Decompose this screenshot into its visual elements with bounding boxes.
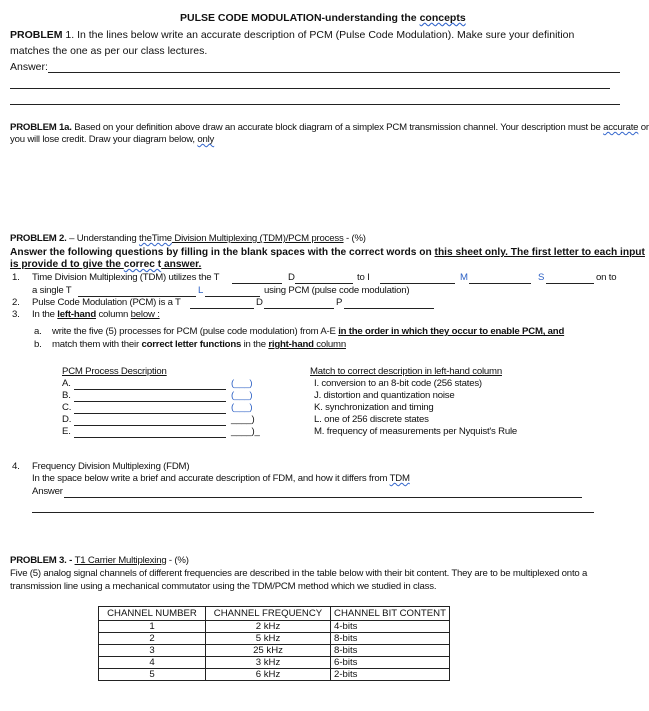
question-2-number: 2.: [12, 297, 20, 308]
question-4-number: 4.: [12, 461, 20, 472]
question-3b-text: match them with their correct letter functions in the right-hand column: [52, 339, 346, 350]
answer-line[interactable]: [48, 72, 620, 73]
blank-letter-m: M: [460, 272, 468, 283]
question-3-number: 3.: [12, 309, 20, 320]
right-item-i: I. conversion to an 8-bit code (256 states): [314, 378, 482, 389]
left-item-a: A.: [62, 378, 71, 389]
blank-line[interactable]: [264, 308, 334, 309]
question-3-text: In the left-hand column below :: [32, 309, 160, 320]
right-column-header: Match to correct description in left-hand column: [310, 366, 502, 377]
left-answer-line[interactable]: [74, 413, 226, 414]
answer-line[interactable]: [32, 512, 594, 513]
left-answer-line[interactable]: [74, 437, 226, 438]
question-1-on-to: on to: [596, 272, 617, 283]
problem-1a-line-1: PROBLEM 1a. Based on your definition above draw an accurate block diagram of a simplex PCM transmission channel. Your description must be accurate or: [10, 122, 649, 133]
problem-2-instructions-2: is provide d to give the correc t answer.: [10, 259, 202, 270]
right-item-l: L. one of 256 discrete states: [314, 414, 429, 425]
left-item-e: E.: [62, 426, 71, 437]
column-header: CHANNEL BIT CONTENT: [331, 607, 450, 621]
problem-3-heading: PROBLEM 3. - T1 Carrier Multiplexing - (%): [10, 555, 189, 566]
blank-line[interactable]: [295, 283, 353, 284]
blank-line[interactable]: [546, 283, 594, 284]
match-slot[interactable]: ____)_: [231, 426, 260, 437]
answer-line[interactable]: [64, 497, 582, 498]
blank-line[interactable]: [469, 283, 531, 284]
blank-letter-d: D: [256, 297, 263, 308]
question-1-line-2b: using PCM (pulse code modulation): [264, 285, 410, 296]
blank-line[interactable]: [344, 308, 434, 309]
match-slot[interactable]: (___): [231, 390, 253, 401]
left-answer-line[interactable]: [74, 389, 226, 390]
match-slot[interactable]: (___): [231, 378, 253, 389]
table-cell: 5: [99, 669, 206, 681]
table-row: [99, 657, 450, 669]
answer-line[interactable]: [10, 104, 620, 105]
question-1-number: 1.: [12, 272, 20, 283]
table-header-row: [99, 607, 450, 621]
table-row: [99, 633, 450, 645]
table-cell: 5 kHz: [206, 633, 331, 645]
table-cell: 6 kHz: [206, 669, 331, 681]
blank-line[interactable]: [380, 283, 455, 284]
answer-line[interactable]: [10, 88, 610, 89]
blank-letter-d: D: [288, 272, 295, 283]
problem-1-line-2: matches the one as per our class lectures.: [10, 45, 208, 57]
blank-line[interactable]: [205, 296, 260, 297]
blank-line[interactable]: [190, 308, 254, 309]
question-4-prompt: In the space below write a brief and accurate description of FDM, and how it differs from TDM: [32, 473, 410, 484]
problem-1a-line-2: you will lose credit. Draw your diagram below, only: [10, 134, 215, 145]
left-answer-line[interactable]: [74, 425, 226, 426]
table-cell: 25 kHz: [206, 645, 331, 657]
match-slot[interactable]: ____): [231, 414, 255, 425]
table-cell: 4: [99, 657, 206, 669]
question-3a-label: a.: [34, 326, 42, 337]
left-item-d: D.: [62, 414, 72, 425]
column-header: CHANNEL NUMBER: [99, 607, 206, 621]
page-title: PULSE CODE MODULATION-understanding the concepts: [180, 12, 466, 24]
match-slot[interactable]: (___): [231, 402, 253, 413]
table-cell: 4-bits: [331, 621, 450, 633]
right-item-k: K. synchronization and timing: [314, 402, 434, 413]
table-cell: 2 kHz: [206, 621, 331, 633]
table-cell: 2: [99, 633, 206, 645]
blank-letter-s: S: [538, 272, 545, 283]
table-cell: 3: [99, 645, 206, 657]
table-row: [99, 621, 450, 633]
left-column-header: PCM Process Description: [62, 366, 167, 377]
channel-table: [98, 606, 450, 681]
question-3a-text: write the five (5) processes for PCM (pulse code modulation) from A-E in the order in which they occur to enable PCM, and: [52, 326, 565, 337]
table-cell: 2-bits: [331, 669, 450, 681]
left-item-b: B.: [62, 390, 71, 401]
question-1-line-2a: a single T: [32, 285, 72, 296]
problem-2-heading: PROBLEM 2. – Understanding theTime Division Multiplexing (TDM)/PCM process - (%): [10, 233, 366, 244]
table-row: [99, 669, 450, 681]
question-4-title: Frequency Division Multiplexing (FDM): [32, 461, 190, 472]
question-4-answer-label: Answer: [32, 486, 63, 497]
problem-1-answer-label: Answer:: [10, 61, 48, 73]
question-3b-label: b.: [34, 339, 42, 350]
blank-letter-p: P: [336, 297, 343, 308]
blank-letter-i: to I: [357, 272, 370, 283]
table-row: [99, 645, 450, 657]
problem-3-line-1: Five (5) analog signal channels of different frequencies are described in the table below with their bit content. They are to be multiplexed onto a: [10, 568, 588, 579]
blank-line[interactable]: [232, 283, 282, 284]
table-cell: 8-bits: [331, 633, 450, 645]
table-cell: 6-bits: [331, 657, 450, 669]
right-item-m: M. frequency of measurements per Nyquist's Rule: [314, 426, 518, 437]
blank-letter-l: L: [198, 285, 204, 296]
table-cell: 1: [99, 621, 206, 633]
question-2-text: Pulse Code Modulation (PCM) is a T: [32, 297, 181, 308]
problem-2-instructions-1: Answer the following questions by filling in the blank spaces with the correct words on this sheet only. The first letter to each input: [10, 247, 645, 258]
problem-1-line-1: PROBLEM 1. In the lines below write an accurate description of PCM (Pulse Code Modulation). Make sure your definition: [10, 29, 575, 41]
problem-3-line-2: transmission line using a mechanical commutator using the TDM/PCM method which we studied in class.: [10, 581, 437, 592]
table-cell: 8-bits: [331, 645, 450, 657]
column-header: CHANNEL FREQUENCY: [206, 607, 331, 621]
question-1-text: Time Division Multiplexing (TDM) utilizes the T: [32, 272, 220, 283]
table-cell: 3 kHz: [206, 657, 331, 669]
left-answer-line[interactable]: [74, 401, 226, 402]
left-item-c: C.: [62, 402, 72, 413]
right-item-j: J. distortion and quantization noise: [314, 390, 455, 401]
